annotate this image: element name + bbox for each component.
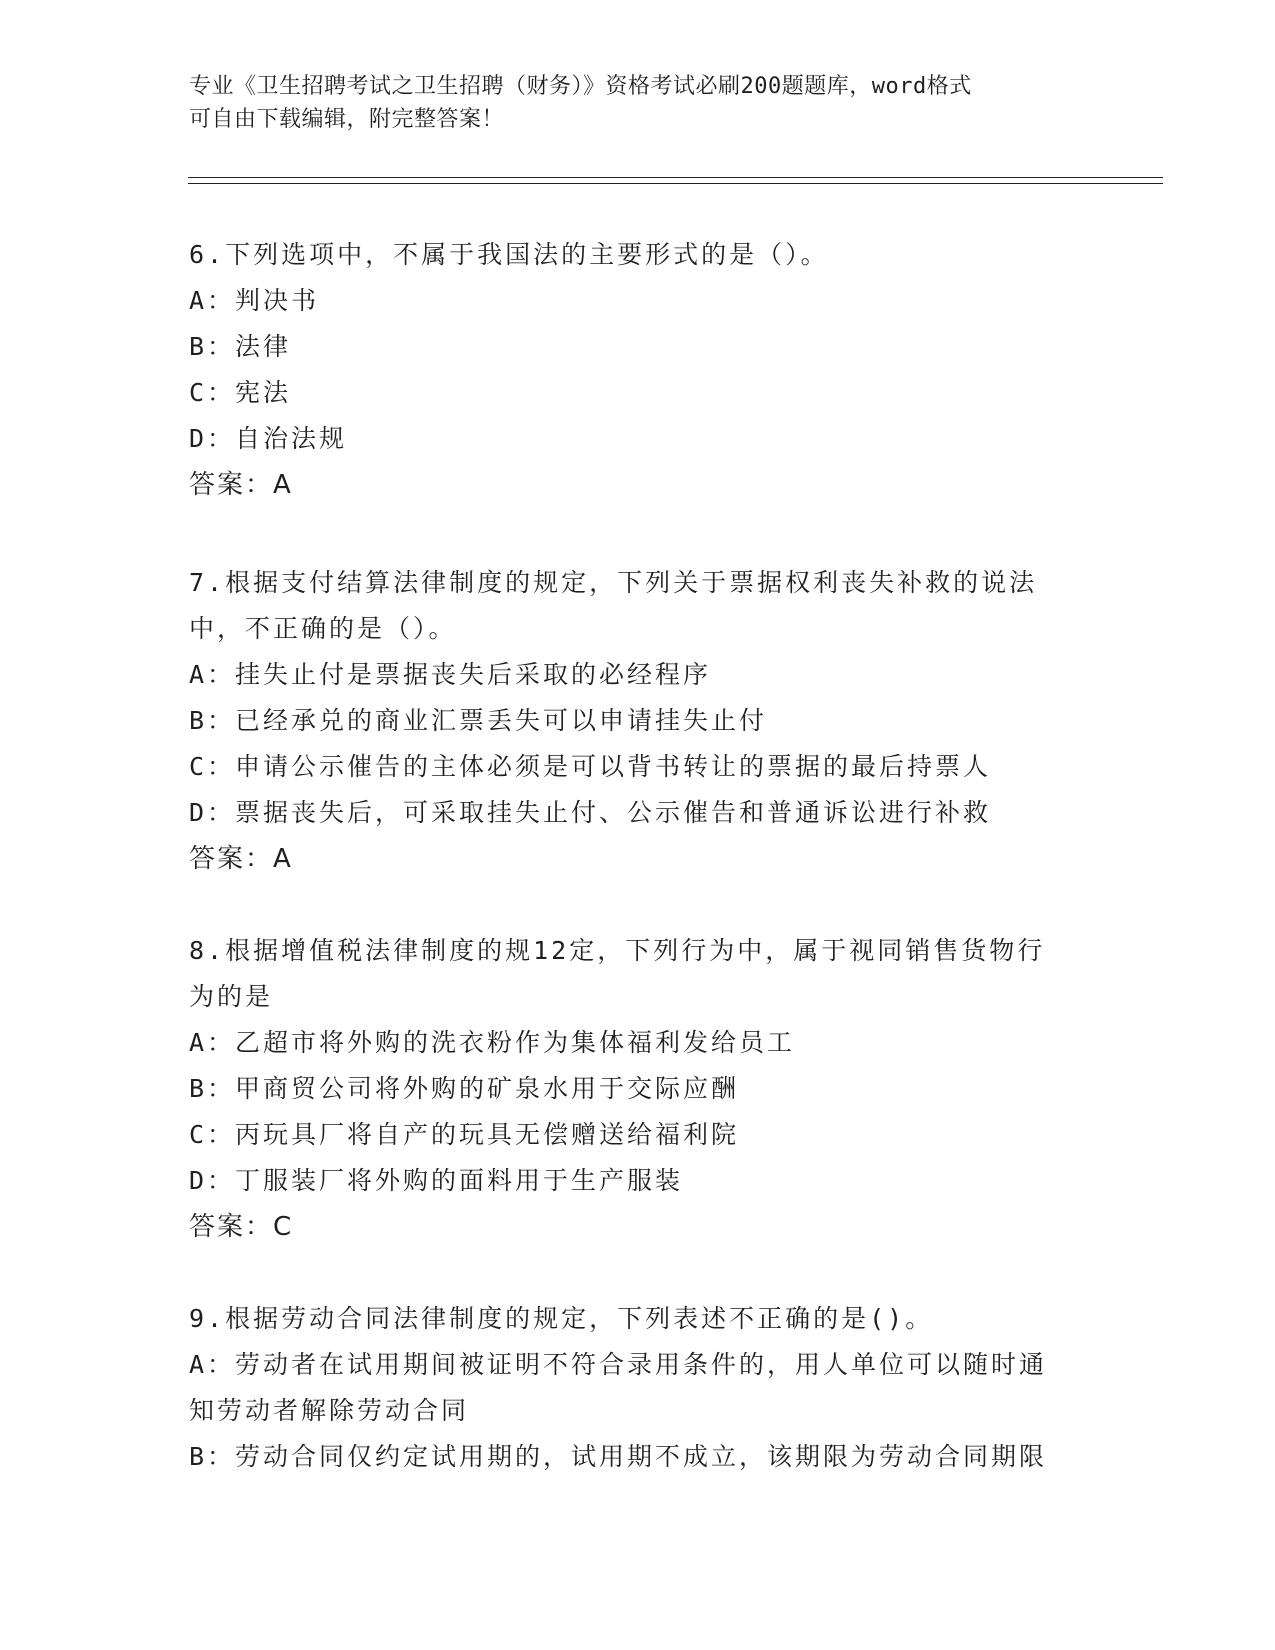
document-header xyxy=(189,70,1069,136)
option-a: A：乙超市将外购的洗衣粉作为集体福利发给员工 xyxy=(189,1028,796,1057)
question-stem: 7.根据支付结算法律制度的规定，下列关于票据权利丧失补救的说法 xyxy=(189,568,1038,597)
question-stem-continued: 为的是 xyxy=(189,982,274,1011)
option-b: B：已经承兑的商业汇票丢失可以申请挂失止付 xyxy=(189,706,768,735)
option-b: B：劳动合同仅约定试用期的，试用期不成立，该期限为劳动合同期限 xyxy=(189,1442,1048,1471)
question-stem: 8.根据增值税法律制度的规12定，下列行为中，属于视同销售货物行 xyxy=(189,936,1046,965)
answer: 答案：A xyxy=(189,844,293,874)
option-d: D：自治法规 xyxy=(189,424,348,453)
option-a: A：挂失止付是票据丧失后采取的必经程序 xyxy=(189,660,712,689)
question-7 xyxy=(189,560,1089,882)
option-b: B：法律 xyxy=(189,332,292,361)
option-a-continued: 知劳动者解除劳动合同 xyxy=(189,1396,470,1425)
question-8 xyxy=(189,928,1089,1250)
answer: 答案：A xyxy=(189,470,293,500)
header-line-1: 专业《卫生招聘考试之卫生招聘（财务）》资格考试必刷200题题库，word格式 xyxy=(189,74,972,99)
option-c: C：丙玩具厂将自产的玩具无偿赠送给福利院 xyxy=(189,1120,740,1149)
question-stem: 9.根据劳动合同法律制度的规定，下列表述不正确的是()。 xyxy=(189,1304,934,1333)
option-b: B：甲商贸公司将外购的矿泉水用于交际应酬 xyxy=(189,1074,740,1103)
option-d: D：票据丧失后，可采取挂失止付、公示催告和普通诉讼进行补救 xyxy=(189,798,992,827)
header-divider-bottom xyxy=(188,183,1163,184)
question-stem: 6.下列选项中，不属于我国法的主要形式的是（）。 xyxy=(189,240,829,269)
option-d: D：丁服装厂将外购的面料用于生产服装 xyxy=(189,1166,684,1195)
option-a: A：判决书 xyxy=(189,286,320,315)
answer: 答案：C xyxy=(189,1212,294,1242)
header-divider-top xyxy=(188,177,1163,178)
option-c: C：宪法 xyxy=(189,378,292,407)
question-6 xyxy=(189,232,1089,508)
header-line-2: 可自由下载编辑，附完整答案！ xyxy=(189,107,505,132)
option-a: A：劳动者在试用期间被证明不符合录用条件的，用人单位可以随时通 xyxy=(189,1350,1048,1379)
option-c: C：申请公示催告的主体必须是可以背书转让的票据的最后持票人 xyxy=(189,752,992,781)
question-9 xyxy=(189,1296,1089,1480)
question-stem-continued: 中，不正确的是（）。 xyxy=(189,614,457,643)
